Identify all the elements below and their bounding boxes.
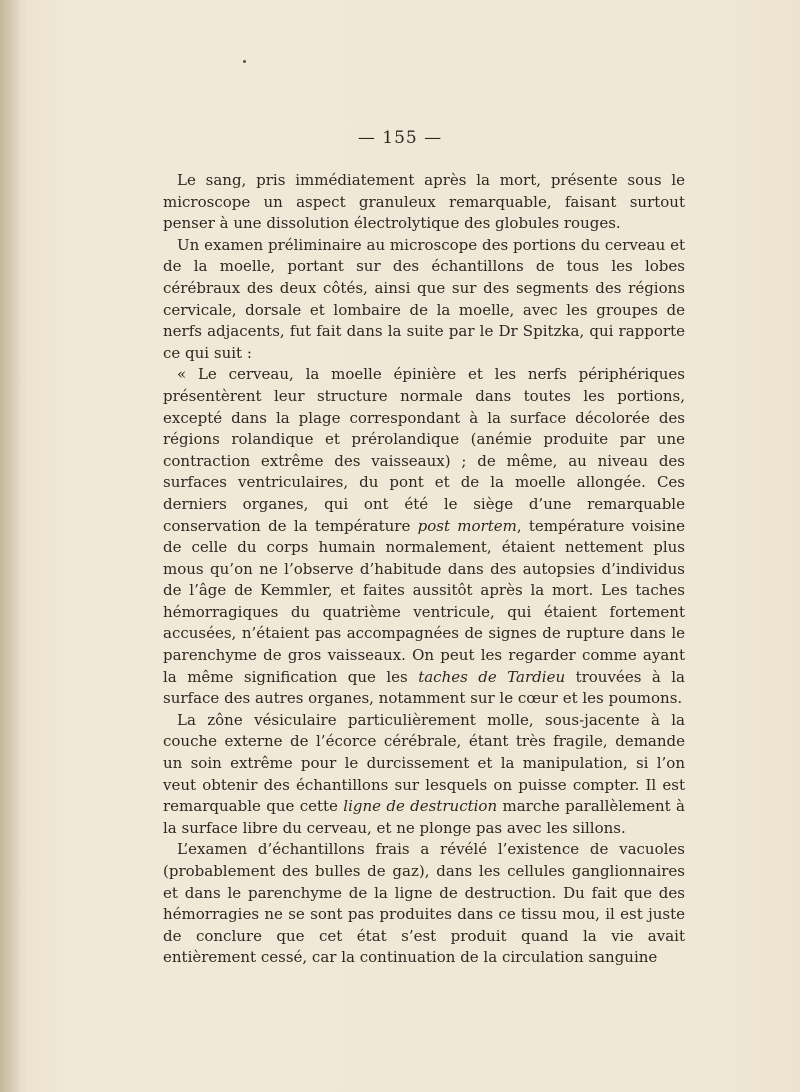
body-text: [163, 170, 685, 969]
text-run: La zône vésiculaire particulièrement molle, sous-jacente à la couche externe de l’écorce cérébrale, étant très fragile, demande un soin extrême pour le durcissement et la manipulation, si l’on veut obtenir des échantillons sur lesquels on puisse compter. Il est remarquable que cette: [163, 710, 685, 816]
text-run: « Le cerveau, la moelle épinière et les nerfs périphériques présentèrent leur structure normale dans toutes les portions, excepté dans la plage correspondant à la surface décolorée des régions rolandique et prérolandique (anémie produite par une contraction extrême des vaisseaux) ; de même, au niveau des surfaces ventriculaires, du pont et de la moelle allongée. Ces derniers organes, qui ont été le siège d’une remarquable conservation de la température: [163, 365, 685, 535]
paragraph-spitzka-report: [163, 364, 685, 710]
italic-phrase: ligne de destruction: [343, 797, 498, 816]
page-number: — 155 —: [357, 128, 443, 148]
italic-phrase: post mortem: [417, 516, 517, 535]
text-run: trouvées à la surface des autres organes, notamment sur le cœur et les poumons.: [163, 667, 685, 708]
page-spine-shadow: [0, 0, 22, 1092]
text-run: marche parallèlement à la surface libre du cerveau, et ne plonge pas avec les sillons.: [163, 797, 685, 837]
text-run: Le sang, pris immédiatement après la mort, présente sous le microscope un aspect granuleux remarquable, faisant surtout penser à une dissolution électrolytique des globules rouges.: [163, 171, 685, 233]
paragraph-fresh-samples: [163, 839, 685, 969]
paragraph-vesicular-zone: [163, 710, 685, 840]
text-run: Un examen préliminaire au microscope des portions du cerveau et de la moelle, portant sur des échantillons de tous les lobes cérébraux des deux côtés, ainsi que sur des segments des régions cervicale, dorsale et lombaire de la moelle, avec les groupes de nerfs adjacents, fut fait dans la suite par le Dr Spitzka, qui rapporte ce qui suit :: [163, 235, 685, 362]
ink-speck: [243, 60, 246, 63]
italic-phrase: taches de Tardieu: [418, 667, 566, 686]
paragraph-preliminary-exam: [163, 235, 685, 365]
text-run: L’examen d’échantillons frais a révélé l’existence de vacuoles (probablement des bulles de gaz), dans les cellules ganglionnaires et dans le parenchyme de la ligne de destruction. Du fait que des hémorragies ne se sont pas produites dans ce tissu mou, il est juste de conclure que cet état s’est produit quand la vie avait entièrement cessé, car la continuation de la circulation sanguine: [163, 840, 685, 967]
text-run: , température voisine de celle du corps humain normalement, étaient nettement plus mous qu’on ne l’observe d’habitude dans des autopsies d’individus de l’âge de Kemmler, et faites aussitôt après la mort. Les taches hémorragiques du quatrième ventricule, qui étaient fortement accusées, n’étaient pas accompagnées de signes de rupture dans le parenchyme de gros vaisseaux. On peut les regarder comme ayant la même signification que les: [163, 516, 685, 686]
paragraph-blood: [163, 170, 685, 235]
